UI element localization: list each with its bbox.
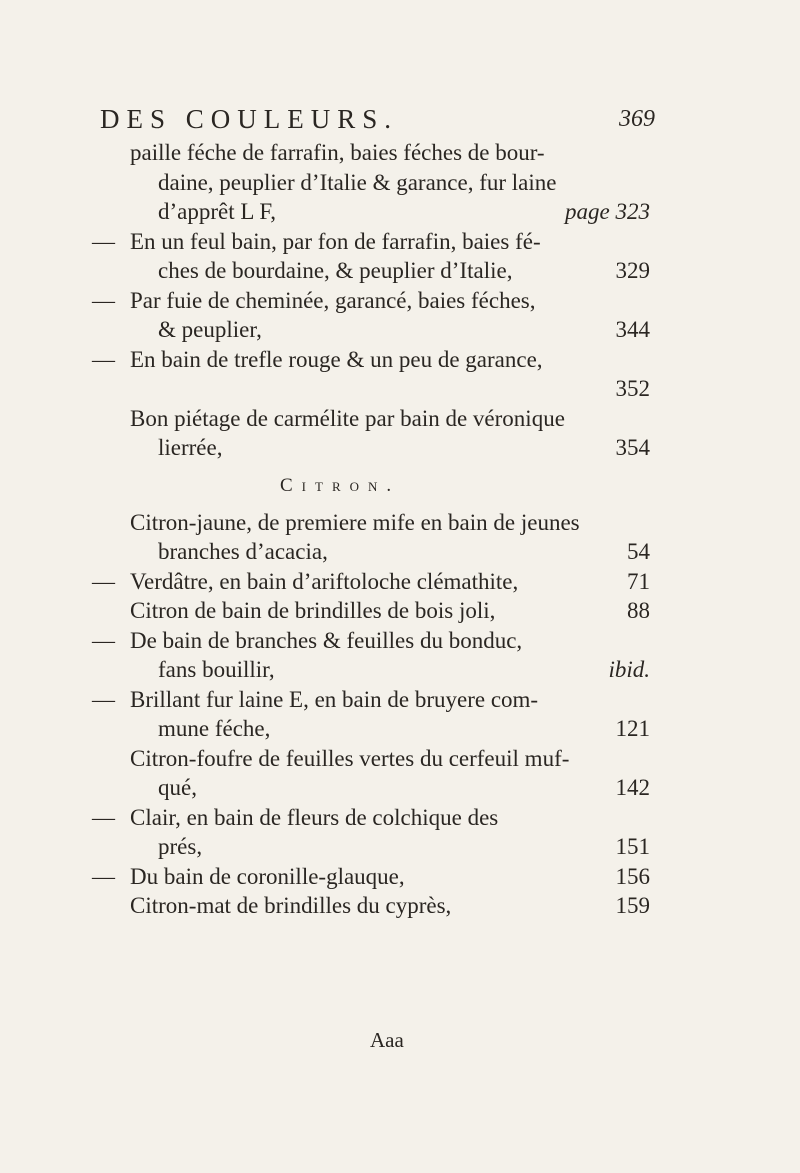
page-reference: 354 (615, 435, 650, 460)
entry-line (92, 685, 650, 715)
entry-line (92, 626, 650, 656)
entry-text: d’apprêt L F, (158, 199, 277, 224)
index-entry (130, 596, 650, 626)
index-entry (130, 508, 650, 567)
entry-line (130, 655, 650, 685)
entries-after (92, 508, 650, 921)
index-entry (92, 286, 650, 345)
entry-text: En un feul bain, par fon de farrafin, baies fé- (130, 228, 541, 254)
entry-dash: — (92, 627, 115, 653)
body-text (92, 138, 650, 921)
index-entry (92, 803, 650, 862)
entry-text: Par fuie de cheminée, garancé, baies féches, (130, 287, 536, 313)
index-entry (130, 891, 650, 921)
entry-text: ches de bourdaine, & peuplier d’Italie, (158, 258, 513, 283)
entry-line (130, 832, 650, 862)
entry-dash: — (92, 863, 115, 889)
entry-text: Clair, en bain de fleurs de colchique des (130, 804, 499, 830)
index-entry (92, 862, 650, 892)
entry-text: branches d’acacia, (158, 539, 328, 564)
page-reference: 352 (615, 376, 650, 401)
entry-line (130, 404, 650, 434)
entry-line (92, 862, 650, 892)
entry-text: paille féche de farrafin, baies féches de bour- (130, 140, 545, 165)
entry-line (92, 803, 650, 833)
entry-text: Citron-foufre de feuilles vertes du cerfeuil muf- (130, 745, 570, 771)
entry-dash: — (92, 346, 115, 372)
page-reference: 151 (615, 834, 650, 859)
entry-line (130, 138, 650, 168)
index-entry (130, 744, 650, 803)
entry-text: lierrée, (158, 435, 223, 460)
page-reference: 159 (615, 893, 650, 918)
entry-text: & peuplier, (158, 317, 262, 342)
entry-line (130, 596, 650, 626)
entry-line (130, 714, 650, 744)
page-reference: 329 (615, 258, 650, 283)
entry-dash: — (92, 804, 115, 830)
entry-line (130, 891, 650, 921)
index-entry (92, 227, 650, 286)
page-reference: 344 (615, 317, 650, 342)
index-entry (130, 404, 650, 463)
page-reference: 88 (627, 598, 650, 623)
entry-text: prés, (158, 834, 203, 859)
entry-line (130, 537, 650, 567)
entry-line (130, 744, 650, 774)
entry-text: Citron-mat de brindilles du cyprès, (130, 893, 452, 918)
page-reference: 54 (627, 539, 650, 564)
entry-dash: — (92, 228, 115, 254)
page-reference: 71 (627, 568, 650, 594)
entry-text: fans bouillir, (158, 657, 275, 682)
entry-text: Citron-jaune, de premiere mife en bain de jeunes (130, 509, 580, 535)
entry-text: Citron de bain de brindilles de bois joli, (130, 598, 496, 623)
signature-mark: Aaa (370, 1028, 404, 1052)
entry-line (130, 374, 650, 404)
page-reference: 156 (615, 863, 650, 889)
entry-line (92, 286, 650, 316)
entry-text: Verdâtre, en bain d’ariftoloche clémathite, (130, 568, 519, 594)
entry-text: En bain de trefle rouge & un peu de garance, (130, 346, 543, 372)
page-reference: 121 (615, 716, 650, 741)
entry-line (130, 773, 650, 803)
index-entry (92, 567, 650, 597)
entry-text: Du bain de coronille-glauque, (130, 863, 405, 889)
page-reference: 142 (615, 775, 650, 800)
entry-line (130, 508, 650, 538)
entry-line (92, 227, 650, 257)
entry-text: daine, peuplier d’Italie & garance, fur laine (158, 169, 557, 195)
entry-text: Bon piétage de carmélite par bain de véronique (130, 405, 565, 431)
entry-line (92, 345, 650, 375)
page-reference: page 323 (565, 199, 650, 224)
page-reference: ibid. (608, 657, 650, 682)
entry-dash: — (92, 568, 115, 594)
entry-line (130, 315, 650, 345)
index-entry (130, 138, 650, 227)
index-entry (92, 626, 650, 685)
index-entry (92, 345, 650, 404)
entry-line (130, 168, 650, 198)
entry-text: De bain de branches & feuilles du bonduc, (130, 627, 523, 653)
entry-line (92, 567, 650, 597)
section-heading: Citron. (280, 474, 401, 496)
entry-line (130, 256, 650, 286)
entry-line (130, 433, 650, 463)
running-title: DES COULEURS. (100, 104, 399, 134)
page-number: 369 (619, 106, 655, 132)
entries-before (92, 138, 650, 463)
entry-dash: — (92, 287, 115, 313)
index-entry (92, 685, 650, 744)
page-header (100, 100, 700, 140)
entry-dash: — (92, 686, 115, 712)
entry-line (130, 197, 650, 227)
entry-text: Brillant fur laine E, en bain de bruyere com- (130, 686, 539, 712)
entry-text: mune féche, (158, 716, 271, 741)
entry-text: qué, (158, 775, 197, 800)
